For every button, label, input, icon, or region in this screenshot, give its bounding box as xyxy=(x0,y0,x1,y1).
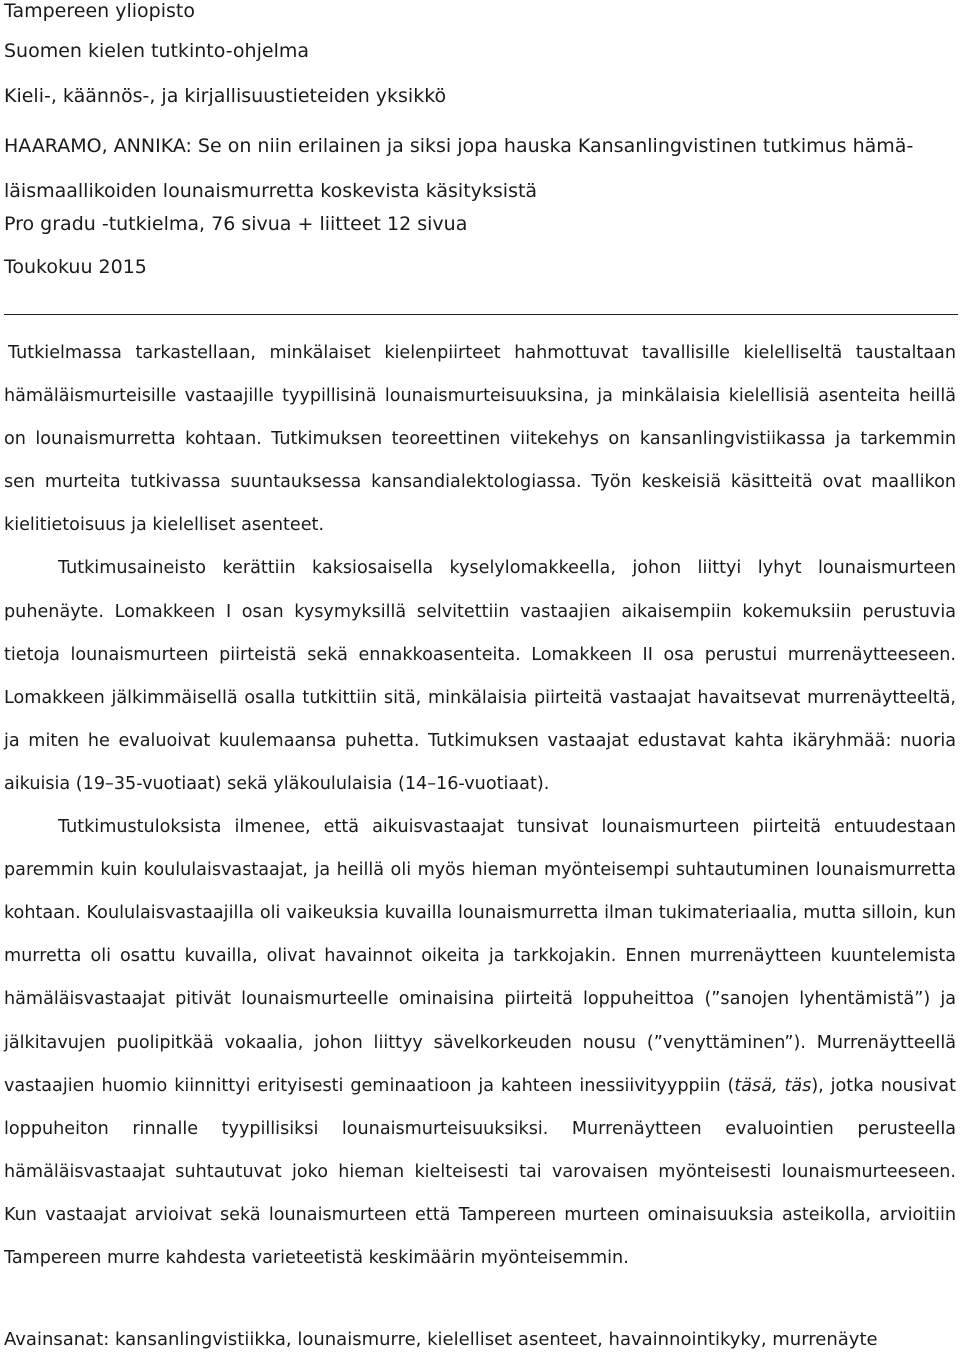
thesis-title-line-1: HAARAMO, ANNIKA: Se on niin erilainen ja siksi jopa hauska Kansanlingvistinen tutkimus hämä- xyxy=(4,135,914,157)
thesis-date: Toukokuu 2015 xyxy=(4,256,147,278)
thesis-title xyxy=(4,124,956,214)
abstract xyxy=(4,332,956,1280)
abstract-paragraph-2: Tutkimusaineisto kerättiin kaksiosaisella kyselylomakkeella, johon liittyi lyhyt lounaismurteen puhenäyte. Lomakkeen I osan kysymyksillä selvitettiin vastaajien aikaisempiin kokemuksiin perustuvia tietoja lounaismurteen piirteistä sekä ennakkoasenteita. Lomakkeen II osa perustui murrenäytteeseen. Lomakkeen jälkimmäisellä osalla tutkittiin sitä, minkälaisia piirteitä vastaajat havaitsevat murrenäytteeltä, ja miten he evaluoivat kuulemaansa puhetta. Tutkimuksen vastaajat edustavat kahta ikäryhmää: nuoria aikuisia (19–35-vuotiaat) sekä yläkoululaisia (14–16-vuotiaat). xyxy=(4,558,956,794)
thesis-title-line-2: läismaallikoiden lounaismurretta koskevista käsityksistä xyxy=(4,180,538,202)
abstract-paragraph-3-part-a: Tutkimustuloksista ilmenee, että aikuisvastaajat tunsivat lounaismurteen piirteitä entuudestaan paremmin kuin koululaisvastaajat, ja heillä oli myös hieman myönteisempi suhtautuminen lounaismurretta kohtaan. Koululaisvastaajilla oli vaikeuksia kuvailla lounaismurretta ilman tukimateriaalia, mutta silloin, kun murretta oli osattu kuvailla, olivat havainnot oikeita ja tarkkojakin. Ennen murrenäytteen kuuntelemista hämäläisvastaajat pitivät lounaismurteelle ominaisina piirteitä loppuheittoa (”sanojen lyhentämistä”) ja jälkitavujen puolipitkää vokaalia, johon liittyy sävelkorkeuden nousu (”venyttäminen”). Murrenäytteellä vastaajien huomio kiinnittyi erityisesti geminaatioon ja kahteen inessiivityyppiin ( xyxy=(4,817,956,1096)
abstract-paragraph-3 xyxy=(4,806,956,1280)
degree-program: Suomen kielen tutkinto-ohjelma xyxy=(4,40,309,62)
abstract-paragraph-3-part-b: ), jotka nousivat loppuheiton rinnalle tyypillisiksi lounaismurteisuuksiksi. Murrenäytteen evaluointien perusteella hämäläisvastaajat suhtautuvat joko hieman kielteisesti tai varovaisen myönteisesti lounaismurteeseen. Kun vastaajat arvioivat sekä lounaismurteen että Tampereen murteen ominaisuuksia asteikolla, arvioitiin Tampereen murre kahdesta varieteetistä keskimäärin myönteisemmin. xyxy=(4,1075,956,1268)
faculty-unit: Kieli-, käännös-, ja kirjallisuustieteiden yksikkö xyxy=(4,85,447,107)
abstract-paragraph-1: Tutkielmassa tarkastellaan, minkälaiset kielenpiirteet hahmottuvat tavallisille kielelliseltä taustaltaan hämäläismurteisille vastaajille tyypillisinä lounaismurteisuuksina, ja minkälaisia kielellisiä asenteita heillä on lounaismurretta kohtaan. Tutkimuksen teoreettinen viitekehys on kansanlingvistiikassa ja tarkemmin sen murteita tutkivassa suuntauksessa kansandialektologiassa. Työn keskeisiä käsitteitä ovat maallikon kielitietoisuus ja kielelliset asenteet. xyxy=(4,343,956,536)
keywords: Avainsanat: kansanlingvistiikka, lounaismurre, kielelliset asenteet, havainnointikyky, murrenäyte xyxy=(4,1329,878,1350)
divider-rule xyxy=(4,314,958,315)
abstract-paragraph-3-emphasis: täsä, täs xyxy=(734,1075,812,1096)
thesis-meta: Pro gradu -tutkielma, 76 sivua + liitteet 12 sivua xyxy=(4,213,468,235)
university-name: Tampereen yliopisto xyxy=(4,0,195,22)
